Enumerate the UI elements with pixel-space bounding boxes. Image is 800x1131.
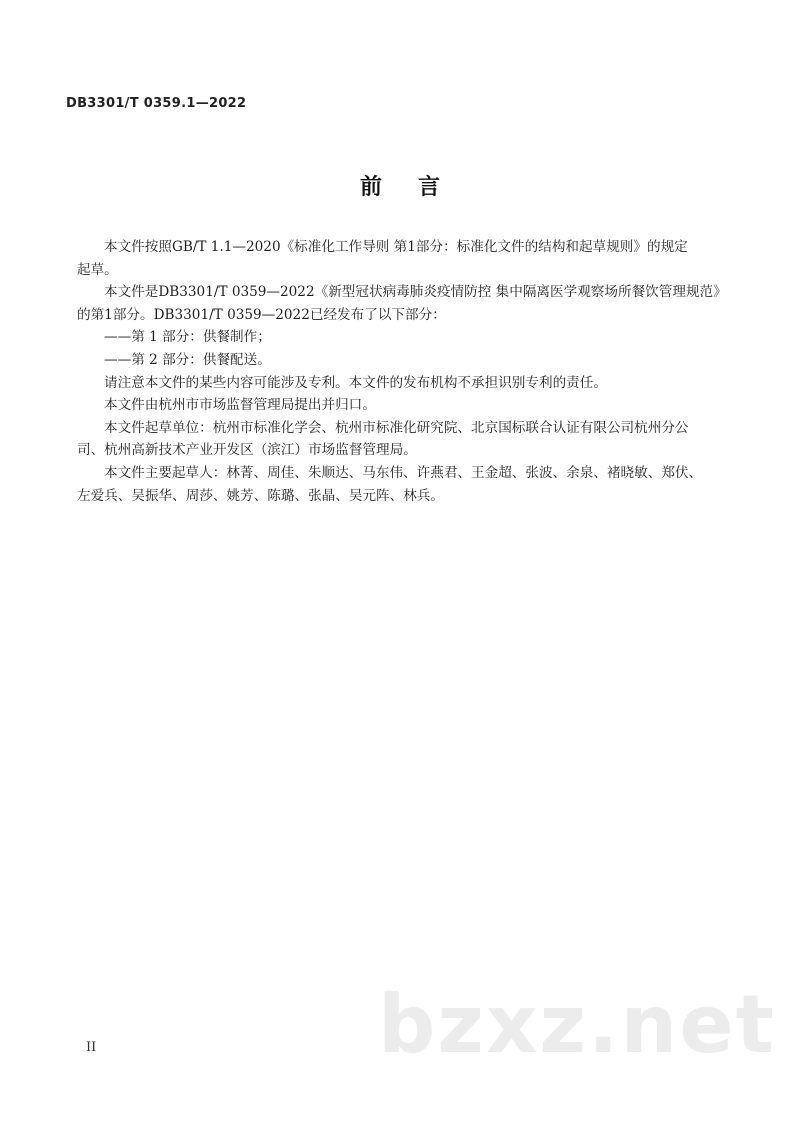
page-number: II xyxy=(86,1040,97,1055)
paragraph-drafting-units: 本文件起草单位：杭州市标准化学会、杭州市标准化研究院、北京国标联合认证有限公司杭州分公 xyxy=(104,419,689,436)
paragraph-drafting-units-cont: 司、杭州高新技术产业开发区（滨江）市场监督管理局。 xyxy=(77,442,417,459)
list-item: ——第 2 部分：供餐配送。 xyxy=(104,351,271,368)
paragraph-patent-notice: 请注意本文件的某些内容可能涉及专利。本文件的发布机构不承担识别专利的责任。 xyxy=(104,374,607,391)
watermark: bzxz.net xyxy=(378,978,776,1071)
foreword-body xyxy=(77,236,727,507)
paragraph-drafters-cont: 左爱兵、吴振华、周莎、姚芳、陈璐、张晶、吴元阵、林兵。 xyxy=(77,487,445,504)
document-code: DB3301/T 0359.1—2022 xyxy=(66,96,247,111)
page-title: 前言 xyxy=(359,175,476,200)
paragraph-document-part: 本文件是DB3301/T 0359—2022《新型冠状病毒肺炎疫情防控 集中隔离医学观察场所餐饮管理规范》 xyxy=(104,284,727,301)
paragraph-document-part-cont: 的第1部分。DB3301/T 0359—2022已经发布了以下部分： xyxy=(77,306,446,323)
paragraph-proposer: 本文件由杭州市市场监督管理局提出并归口。 xyxy=(104,397,376,414)
list-item: ——第 1 部分：供餐制作； xyxy=(104,329,271,346)
paragraph-drafting-rules: 本文件按照GB/T 1.1—2020《标准化工作导则 第1部分：标准化文件的结构和起草规则》的规定 xyxy=(104,239,688,255)
paragraph-drafting-rules-cont: 起草。 xyxy=(77,261,118,278)
paragraph-drafters: 本文件主要起草人：林菁、周佳、朱顺达、马东伟、许燕君、王金超、张波、余泉、褚晓敏、郑伏、 xyxy=(104,464,703,481)
